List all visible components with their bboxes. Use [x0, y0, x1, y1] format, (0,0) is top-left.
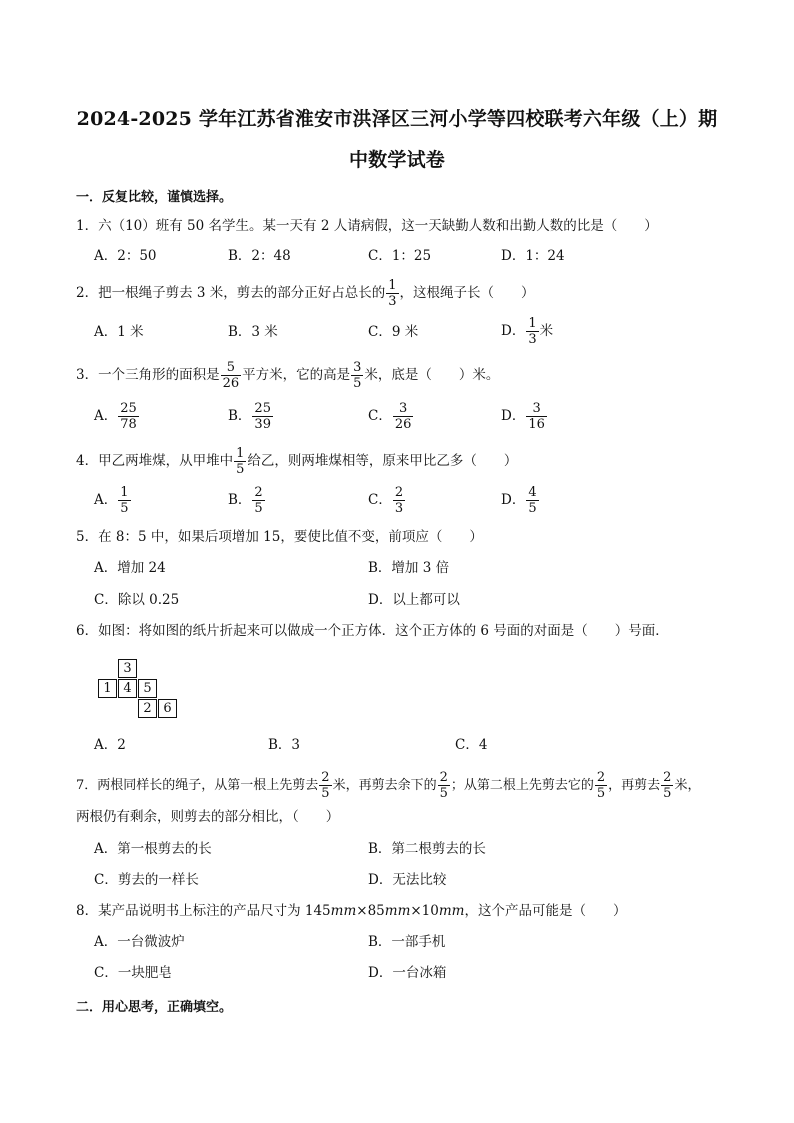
- fraction-denominator: 16: [528, 417, 545, 432]
- option-label: D．: [501, 408, 526, 424]
- option-fraction: [252, 401, 273, 432]
- option-label: A．: [94, 408, 118, 424]
- q8-option-c: C．一块肥皂: [94, 965, 172, 981]
- q7-text-post: 米，: [674, 778, 701, 793]
- fraction-numerator: 2: [321, 770, 330, 785]
- q7-option-c: C．剪去的一样长: [94, 872, 199, 888]
- option-label: C．: [368, 408, 392, 424]
- q7-text-m2: ；从第二根上先剪去它的: [450, 778, 594, 793]
- q7-text-m3: ，再剪去: [608, 778, 661, 793]
- q2-text-post: ，这根绳子长（ ）: [399, 285, 535, 301]
- option-label: C．: [368, 492, 392, 508]
- option-fraction: [526, 485, 538, 516]
- q4-option-d: [501, 485, 540, 516]
- q8-text-pre: 8．某产品说明书上标注的产品尺寸为 145: [76, 903, 331, 919]
- q2-option-a: A．1 米: [94, 324, 144, 340]
- fraction-numerator: 2: [596, 770, 606, 785]
- option-fraction: [393, 485, 405, 516]
- q4-text-pre: 4．甲乙两堆煤，从甲堆中: [76, 453, 234, 469]
- fraction-numerator: 3: [532, 401, 541, 416]
- q5-option-b: B．增加 3 倍: [368, 560, 450, 576]
- q6-option-b: B．3: [268, 737, 301, 753]
- q2-option-d-label: D．: [501, 323, 526, 339]
- q4-option-b: [228, 485, 266, 516]
- fraction-denominator: 5: [528, 501, 537, 516]
- net-cell: 6: [158, 699, 177, 718]
- fraction-denominator: 5: [353, 376, 362, 391]
- fraction-numerator: 2: [663, 770, 672, 785]
- q8-option-b: B．一部手机: [368, 934, 446, 950]
- fraction-denominator: 39: [254, 417, 271, 432]
- option-label: B．: [228, 408, 252, 424]
- q3-option-a: [94, 401, 140, 432]
- q8-option-d: D．一台冰箱: [368, 965, 447, 981]
- fraction-numerator: 1: [236, 446, 245, 461]
- q2-fraction: [386, 278, 398, 309]
- fraction-numerator: 2: [394, 485, 404, 500]
- q4-fraction: [234, 446, 246, 477]
- q4-text-post: 给乙，则两堆煤相等，原来甲比乙多（ ）: [247, 453, 518, 469]
- fraction-numerator: 3: [398, 401, 408, 416]
- q7-text-pre: 7．两根同样长的绳子，从第一根上先剪去: [76, 778, 319, 793]
- fraction-denominator: 5: [236, 462, 245, 477]
- fraction-denominator: 3: [528, 332, 537, 347]
- question-1: 1．六（10）班有 50 名学生。某一天有 2 人请病假，这一天缺勤人数和出勤人数的比是（ ）: [76, 218, 658, 234]
- q2-option-d-fraction: [526, 316, 538, 347]
- q6-option-a: A．2: [94, 737, 126, 753]
- net-cell: 2: [138, 699, 157, 718]
- net-cell: 5: [138, 679, 157, 698]
- fraction-numerator: 2: [254, 485, 263, 500]
- fraction-denominator: 26: [394, 417, 412, 432]
- q8-option-a: A．一台微波炉: [94, 934, 185, 950]
- fraction-denominator: 3: [394, 501, 404, 516]
- fraction-numerator: 1: [388, 278, 397, 293]
- q7-option-a: A．第一根剪去的长: [94, 841, 212, 857]
- q7-option-b: B．第二根剪去的长: [368, 841, 486, 857]
- option-fraction: [118, 401, 139, 432]
- option-fraction: [526, 401, 547, 432]
- q8-unit-mm: mm: [438, 903, 465, 919]
- q1-option-d: D．1：24: [501, 248, 565, 264]
- q2-option-b: B．3 米: [228, 324, 278, 340]
- q1-option-b: B．2：48: [228, 248, 291, 264]
- q3-fraction-area: [221, 360, 242, 391]
- q8-times-2: ×10: [410, 903, 439, 919]
- exam-title-line2: 中数学试卷: [348, 149, 445, 171]
- question-7-line2: 两根仍有剩余，则剪去的部分相比，（ ）: [76, 809, 340, 825]
- q8-text-post: ，这个产品可能是（ ）: [464, 903, 627, 919]
- q4-option-a: [94, 485, 132, 516]
- section-2-heading: 二．用心思考，正确填空。: [76, 1000, 233, 1015]
- fraction-denominator: 78: [120, 417, 137, 432]
- q4-option-c: [368, 485, 406, 516]
- question-4: [76, 446, 517, 477]
- question-6: 6．如图：将如图的纸片折起来可以做成一个正方体．这个正方体的 6 号面的对面是（ ）号面．: [76, 623, 669, 639]
- q2-option-c: C．9 米: [368, 324, 419, 340]
- question-5: 5．在 8：5 中，如果后项增加 15，要使比值不变，前项应（ ）: [76, 529, 483, 545]
- option-label: D．: [501, 492, 526, 508]
- option-label: B．: [228, 492, 252, 508]
- fraction-numerator: 3: [353, 360, 362, 375]
- fraction-numerator: 25: [254, 401, 271, 416]
- fraction-denominator: 26: [222, 376, 240, 391]
- fraction-denominator: 5: [439, 786, 448, 801]
- q8-unit-mm: mm: [384, 903, 411, 919]
- net-cell: 1: [98, 679, 117, 698]
- q1-option-a: A．2：50: [94, 248, 157, 264]
- q3-text-pre: 3．一个三角形的面积是: [76, 367, 220, 383]
- option-fraction: [252, 485, 264, 516]
- question-7-line1: [76, 770, 700, 801]
- question-2: [76, 278, 535, 309]
- fraction-numerator: 2: [439, 770, 448, 785]
- exam-title-line1: 2024-2025 学年江苏省淮安市洪泽区三河小学等四校联考六年级（上）期: [76, 108, 718, 130]
- q3-option-c: [368, 401, 414, 432]
- fraction-numerator: 1: [120, 485, 129, 500]
- fraction-numerator: 4: [528, 485, 537, 500]
- fraction-denominator: 5: [254, 501, 263, 516]
- fraction-denominator: 5: [663, 786, 672, 801]
- option-label: A．: [94, 492, 118, 508]
- q2-option-d-unit: 米: [539, 323, 554, 339]
- q7-fraction-3: [595, 770, 607, 801]
- fraction-numerator: 1: [528, 316, 537, 331]
- q3-text-mid: 平方米，它的高是: [242, 367, 351, 383]
- q7-fraction-4: [661, 770, 673, 801]
- q7-option-d: D．无法比较: [368, 872, 447, 888]
- question-3: [76, 360, 499, 391]
- q7-fraction-1: [319, 770, 331, 801]
- q3-option-d: [501, 401, 548, 432]
- fraction-denominator: 5: [596, 786, 606, 801]
- q8-times-1: ×85: [356, 903, 385, 919]
- net-cell: 4: [118, 679, 137, 698]
- option-fraction: [393, 401, 414, 432]
- q2-option-d: [501, 316, 553, 347]
- fraction-numerator: 5: [226, 360, 235, 375]
- question-8: [76, 901, 626, 921]
- q6-option-c: C．4: [455, 737, 488, 753]
- q2-text-pre: 2．把一根绳子剪去 3 米，剪去的部分正好占总长的: [76, 285, 386, 301]
- fraction-denominator: 5: [120, 501, 129, 516]
- fraction-numerator: 25: [120, 401, 137, 416]
- q3-option-b: [228, 401, 274, 432]
- q8-unit-mm: mm: [330, 903, 357, 919]
- q5-option-d: D．以上都可以: [368, 592, 460, 608]
- option-fraction: [118, 485, 130, 516]
- fraction-denominator: 3: [388, 294, 397, 309]
- q5-option-a: A．增加 24: [94, 560, 166, 576]
- q5-option-c: C．除以 0.25: [94, 592, 180, 608]
- q3-text-post: 米，底是（ ）米。: [364, 367, 500, 383]
- q3-fraction-height: [351, 360, 363, 391]
- q1-option-c: C．1：25: [368, 248, 432, 264]
- cube-net-figure: [96, 659, 178, 719]
- fraction-denominator: 5: [321, 786, 330, 801]
- q7-text-m1: 米，再剪去余下的: [332, 778, 437, 793]
- net-cell: 3: [118, 659, 137, 678]
- q7-fraction-2: [438, 770, 450, 801]
- section-1-heading: 一．反复比较，谨慎选择。: [76, 190, 233, 205]
